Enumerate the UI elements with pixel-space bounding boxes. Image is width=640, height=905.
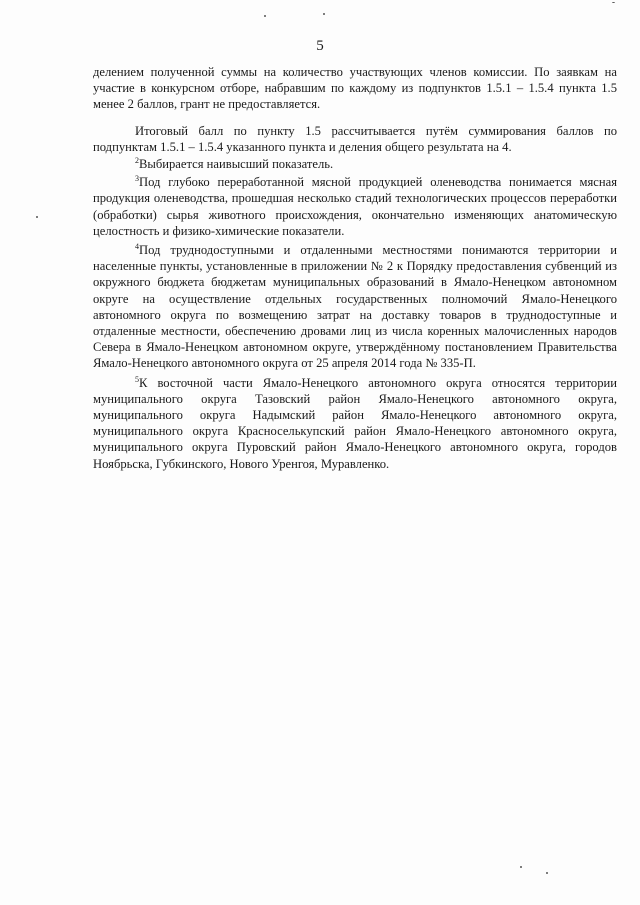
footnote-text: К восточной части Ямало-Ненецкого автономного округа относятся территории муниципального округа Тазовский район Ямало-Ненецкого автономного округа, муниципального округа Надымский район Ямало-Ненецкого автономного округа, муниципального округа Красноселькупский район Ямало-Ненецкого автономного округа, муниципального округа Пуровский район Ямало-Ненецкого автономного округа, городов Ноябрьска, Губкинского, Нового Уренгоя, Муравленко. (93, 375, 617, 471)
document-body (93, 64, 617, 472)
footnote-3 (93, 174, 617, 239)
footnote-marker: 3 (135, 174, 139, 184)
footnote-2 (93, 156, 617, 172)
scan-speck (36, 216, 38, 218)
footnote-marker: 5 (135, 374, 139, 384)
scan-speck (323, 13, 325, 15)
page-number: 5 (316, 38, 324, 54)
footnote-text: Выбирается наивысший показатель. (139, 157, 334, 172)
footnote-text: Под труднодоступными и отдаленными местностями понимаются территории и населенные пункты, установленные в приложении № 2 к Порядку предоставления субвенций из окружного бюджета бюджетам муниципальных образований в Ямало-Ненецком автономном округе на осуществление отдельных государственных полномочий Ямало-Ненецкого автономного округа по возмещению затрат на доставку товаров в труднодоступные и отдаленные местности, обеспечению дровами лиц из числа коренных малочисленных народов Севера в Ямало-Ненецком автономном округе, утверждённому постановлением Правительства Ямало-Ненецкого автономного округа от 25 апреля 2014 года № 335-П. (93, 243, 617, 371)
paragraph-text: делением полученной суммы на количество участвующих членов комиссии. По заявкам на участие в конкурсном отборе, набравшим по каждому из подпунктов 1.5.1 – 1.5.4 пункта 1.5 менее 2 баллов, грант не предоставляется. (93, 65, 617, 112)
scan-speck (520, 866, 522, 868)
scan-speck (546, 872, 548, 874)
footnote-4 (93, 242, 617, 372)
scan-speck (264, 15, 266, 17)
footnote-marker: 2 (135, 155, 139, 165)
paragraph-total-score (93, 123, 617, 155)
scan-speck (612, 2, 615, 3)
footnote-text: Под глубоко переработанной мясной продукцией оленеводства понимается мясная продукция оленеводства, прошедшая несколько стадий технологических процессов переработки (обработки) сырья животного происхождения, окончательно изменяющих анатомическую целостность и физико-химические показатели. (93, 175, 617, 238)
paragraph-text: Итоговый балл по пункту 1.5 рассчитывается путём суммирования баллов по подпунктам 1.5.1 – 1.5.4 указанного пункта и деления общего результата на 4. (93, 123, 617, 154)
footnote-marker: 4 (135, 241, 139, 251)
paragraph-continuation (93, 64, 617, 113)
footnote-5 (93, 375, 617, 472)
